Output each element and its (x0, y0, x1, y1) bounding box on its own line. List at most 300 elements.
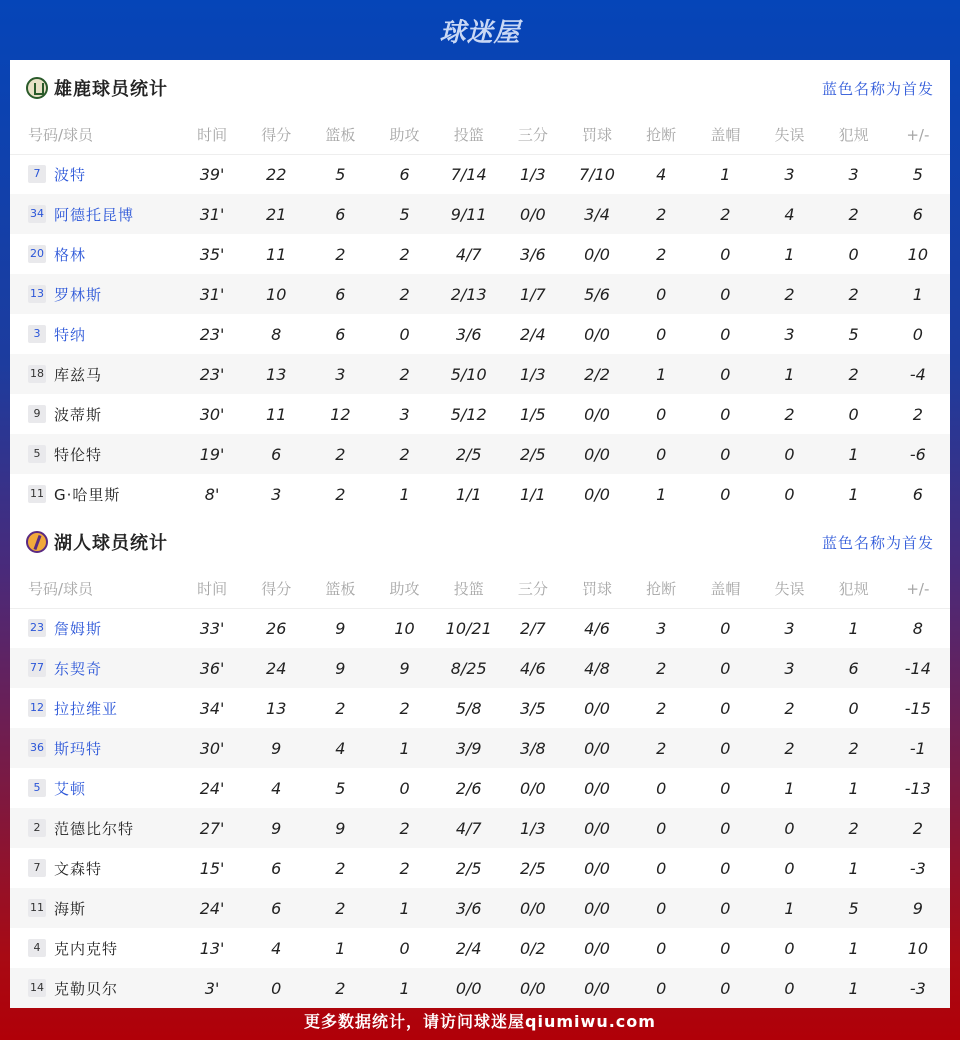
stat-cell: 4 (757, 194, 821, 234)
stat-cell: 13' (199, 938, 225, 958)
stat-cell: 0/0 (565, 808, 629, 848)
stat-cell: 13 (266, 698, 287, 718)
stat-cell: 6 (244, 434, 308, 474)
stat-cell: -3 (886, 968, 950, 1008)
stat-cell: 1 (656, 484, 667, 504)
column-header: 得分 (244, 570, 308, 608)
player-name[interactable]: 范德比尔特 (54, 819, 135, 838)
stats-card (10, 60, 950, 1000)
stat-cell: 4/7 (437, 808, 501, 848)
stat-cell: 3 (399, 404, 410, 424)
stat-cell: 2/5 (455, 858, 482, 878)
column-header: +/- (886, 570, 950, 608)
stat-cell: 3 (784, 618, 795, 638)
stat-cell: 3/8 (501, 728, 565, 768)
jersey-number-icon: 18 (28, 365, 46, 383)
stat-cell: 3 (308, 354, 372, 394)
stat-cell: 24' (180, 888, 244, 928)
stat-cell: 30' (180, 728, 244, 768)
stat-cell: 4 (271, 938, 282, 958)
player-cell (10, 608, 180, 648)
stat-cell: 3/9 (437, 728, 501, 768)
footer-banner (0, 1000, 960, 1040)
stat-cell: 4 (271, 778, 282, 798)
stat-cell: 1 (372, 968, 436, 1008)
player-cell (10, 274, 180, 314)
jersey-number-icon: 5 (28, 445, 46, 463)
jersey-number-icon: 11 (28, 485, 46, 503)
stat-cell: 0/0 (437, 968, 501, 1008)
player-cell (10, 728, 180, 768)
jersey-number-icon: 13 (28, 285, 46, 303)
stat-cell: 5/10 (437, 354, 501, 394)
stat-cell: 1/3 (501, 808, 565, 848)
stat-cell: 3/5 (519, 698, 546, 718)
stat-cell: 9 (308, 648, 372, 688)
stat-cell: 2 (372, 434, 436, 474)
jersey-number-icon: 23 (28, 619, 46, 637)
stat-cell: 6 (271, 858, 282, 878)
player-name[interactable]: 詹姆斯 (54, 619, 103, 638)
column-header: 三分 (501, 570, 565, 608)
footer-text: 更多数据统计，请访问球迷屋qiumiwu.com (304, 1011, 656, 1031)
stat-cell: 2 (308, 434, 372, 474)
stat-cell: 21 (244, 194, 308, 234)
column-header: 盖帽 (693, 570, 757, 608)
stat-cell: -1 (886, 728, 950, 768)
team-section (10, 514, 950, 1008)
jersey-number-icon: 34 (28, 205, 46, 223)
player-name[interactable]: 海斯 (54, 899, 87, 918)
stat-cell: 0 (757, 968, 821, 1008)
table-row (10, 808, 950, 848)
stat-cell: 0 (629, 888, 693, 928)
stat-cell: 2/4 (519, 324, 546, 344)
stat-cell: 1 (848, 618, 859, 638)
stat-cell: 27' (180, 808, 244, 848)
stat-cell: 0 (720, 778, 731, 798)
stat-cell: 2 (886, 808, 950, 848)
team-name: 雄鹿球员统计 (54, 79, 168, 100)
stat-cell: 1 (822, 968, 886, 1008)
stat-cell: 1/5 (519, 404, 546, 424)
stat-cell: 0 (720, 618, 731, 638)
player-name[interactable]: 东契奇 (54, 659, 103, 678)
section-header (10, 60, 950, 116)
stat-cell: 0 (693, 968, 757, 1008)
stat-cell: 5 (912, 164, 923, 184)
stat-cell: 3/6 (519, 244, 546, 264)
stat-cell: 9 (372, 648, 436, 688)
stat-cell: 9 (886, 888, 950, 928)
stat-cell: 4/7 (455, 244, 482, 264)
stat-cell: 19' (180, 434, 244, 474)
stat-cell: 0 (848, 404, 859, 424)
stat-cell: 5/12 (450, 404, 487, 424)
stat-cell: 3 (656, 618, 667, 638)
stat-cell: 9 (244, 728, 308, 768)
stat-cell: 2/7 (519, 618, 546, 638)
table-row (10, 728, 950, 768)
stat-cell: 1 (757, 354, 821, 394)
stat-cell: 10 (394, 618, 415, 638)
column-header: 得分 (244, 116, 308, 154)
stat-cell: 1/1 (455, 484, 482, 504)
stat-cell: 11 (266, 244, 287, 264)
stat-cell: 0 (656, 404, 667, 424)
team-title (26, 75, 168, 101)
stat-cell: 0 (693, 354, 757, 394)
jersey-number-icon: 4 (28, 939, 46, 957)
stat-cell: 4 (308, 728, 372, 768)
stat-cell: 0/0 (584, 404, 610, 424)
stat-cell: 3/6 (455, 324, 482, 344)
team-name: 湖人球员统计 (54, 533, 168, 554)
player-cell (10, 394, 180, 434)
stat-cell: 2 (757, 274, 821, 314)
stat-cell: 1/3 (519, 164, 546, 184)
player-name[interactable]: 特伦特 (54, 445, 103, 464)
stat-cell: 6 (886, 194, 950, 234)
stat-cell: 0/0 (501, 194, 565, 234)
lakers-logo-icon (26, 531, 48, 553)
stat-cell: 2 (335, 698, 346, 718)
stat-cell: 1 (720, 164, 731, 184)
stat-cell: -6 (886, 434, 950, 474)
player-cell (10, 154, 180, 194)
stat-cell: 0 (848, 244, 859, 264)
stat-cell: 6 (912, 484, 923, 504)
player-cell (10, 888, 180, 928)
stat-cell: 1 (399, 484, 410, 504)
stat-cell: 2 (372, 274, 436, 314)
stat-cell: 0 (784, 938, 795, 958)
stat-cell: -13 (904, 778, 931, 798)
stat-cell: 1 (629, 354, 693, 394)
stat-cell: 0 (693, 648, 757, 688)
stat-cell: 13 (244, 354, 308, 394)
stat-cell: 1 (335, 938, 346, 958)
stat-cell: 0 (244, 968, 308, 1008)
player-name[interactable]: 特纳 (54, 325, 87, 344)
team-title (26, 529, 168, 555)
stat-cell: 34' (199, 698, 225, 718)
stat-cell: 23' (199, 324, 225, 344)
stat-cell: 6 (244, 888, 308, 928)
jersey-number-icon: 12 (28, 699, 46, 717)
stat-cell: 2 (822, 274, 886, 314)
stat-cell: 39' (199, 164, 225, 184)
stat-cell: 5 (822, 888, 886, 928)
stat-cell: 24' (199, 778, 225, 798)
stat-cell: 26 (266, 618, 287, 638)
stat-cell: 0 (629, 274, 693, 314)
starter-legend: 蓝色名称为首发 (821, 79, 934, 98)
column-header: 罚球 (565, 116, 629, 154)
player-cell (10, 434, 180, 474)
stat-cell: 9 (308, 808, 372, 848)
stat-cell: 7/14 (450, 164, 487, 184)
table-row (10, 234, 950, 274)
stat-cell: 2 (399, 858, 410, 878)
stat-cell: 6 (308, 194, 372, 234)
player-name[interactable]: 库兹马 (54, 365, 103, 384)
stat-cell: 1/1 (519, 484, 546, 504)
stat-cell: 2 (656, 698, 667, 718)
stat-cell: 2 (399, 698, 410, 718)
stat-cell: 0 (720, 244, 731, 264)
stat-cell: 0 (693, 434, 757, 474)
column-header: 失误 (757, 116, 821, 154)
stat-cell: 2 (757, 728, 821, 768)
stat-cell: 0 (656, 858, 667, 878)
stat-cell: 2 (629, 728, 693, 768)
stat-cell: 0 (399, 324, 410, 344)
stat-cell: 1/3 (501, 354, 565, 394)
brand-logo: 球迷屋 (439, 17, 521, 48)
player-cell (10, 848, 180, 888)
stat-cell: 0/0 (565, 434, 629, 474)
stat-cell: 10 (907, 244, 929, 264)
stat-cell: 5 (335, 778, 346, 798)
stat-cell: 1 (372, 728, 436, 768)
stat-cell: 0/0 (584, 484, 610, 504)
stat-cell: 0/0 (519, 778, 546, 798)
stat-cell: 9/11 (437, 194, 501, 234)
stat-cell: 2 (335, 484, 346, 504)
stat-cell: 31' (180, 274, 244, 314)
stat-cell: 1 (372, 888, 436, 928)
table-header-row (10, 570, 950, 608)
stat-cell: 0 (693, 728, 757, 768)
player-cell (10, 768, 180, 808)
column-header: 三分 (501, 116, 565, 154)
stat-cell: 1 (822, 434, 886, 474)
stat-cell: 4/8 (565, 648, 629, 688)
stat-cell: 0 (720, 484, 731, 504)
player-name[interactable]: G·哈里斯 (54, 485, 121, 504)
brand-header (0, 0, 960, 60)
stat-cell: 0 (399, 938, 410, 958)
stat-cell: 0 (720, 324, 731, 344)
stat-cell: 9 (244, 808, 308, 848)
stat-cell: 0 (784, 484, 795, 504)
column-header: 罚球 (565, 570, 629, 608)
table-row (10, 194, 950, 234)
column-header: 犯规 (822, 570, 886, 608)
stat-cell: 0 (784, 858, 795, 878)
stat-cell: 3' (180, 968, 244, 1008)
stat-cell: 0 (656, 324, 667, 344)
table-row (10, 888, 950, 928)
stat-cell: 2 (784, 698, 795, 718)
stat-cell: 0/0 (565, 968, 629, 1008)
stat-cell: 2 (308, 968, 372, 1008)
column-header: 时间 (180, 116, 244, 154)
stat-cell: 2 (399, 244, 410, 264)
stat-cell: 3 (784, 164, 795, 184)
stat-cell: 33' (199, 618, 225, 638)
stat-cell: 2/5 (501, 434, 565, 474)
player-name[interactable]: 拉拉维亚 (54, 699, 119, 718)
column-header: +/- (886, 116, 950, 154)
jersey-number-icon: 7 (28, 859, 46, 877)
stat-cell: 0 (912, 324, 923, 344)
stat-cell: 0 (720, 698, 731, 718)
stat-cell: 7/10 (579, 164, 615, 184)
stat-cell: 12 (330, 404, 351, 424)
stat-cell: 23' (180, 354, 244, 394)
player-cell (10, 354, 180, 394)
table-row (10, 274, 950, 314)
player-name[interactable]: 格林 (54, 245, 87, 264)
column-header: 号码/球员 (10, 570, 180, 608)
stat-cell: 2 (335, 858, 346, 878)
player-name[interactable]: 阿德托昆博 (54, 205, 135, 224)
player-name[interactable]: 斯玛特 (54, 739, 103, 758)
stats-table (10, 570, 950, 1008)
section-header (10, 514, 950, 570)
stat-cell: 6 (308, 274, 372, 314)
stat-cell: 11 (266, 404, 287, 424)
stat-cell: -14 (886, 648, 950, 688)
table-row (10, 928, 950, 968)
stat-cell: 3 (784, 324, 795, 344)
stat-cell: 30' (199, 404, 225, 424)
column-header: 助攻 (372, 116, 436, 154)
player-cell (10, 234, 180, 274)
table-row (10, 394, 950, 434)
starter-legend: 蓝色名称为首发 (821, 533, 934, 552)
stat-cell: -15 (904, 698, 931, 718)
table-row (10, 474, 950, 514)
stat-cell: 10 (907, 938, 929, 958)
player-cell (10, 688, 180, 728)
stat-cell: 2/13 (437, 274, 501, 314)
bucks-logo-icon (26, 77, 48, 99)
stat-cell: 2 (822, 808, 886, 848)
jersey-number-icon: 11 (28, 899, 46, 917)
stat-cell: 0 (720, 404, 731, 424)
player-cell (10, 194, 180, 234)
table-row (10, 354, 950, 394)
table-header-row (10, 116, 950, 154)
column-header: 时间 (180, 570, 244, 608)
stat-cell: 2/4 (455, 938, 482, 958)
column-header: 抢断 (629, 116, 693, 154)
table-row (10, 768, 950, 808)
column-header: 失误 (757, 570, 821, 608)
stat-cell: 0 (848, 698, 859, 718)
stat-cell: 2 (629, 194, 693, 234)
column-header: 投篮 (437, 570, 501, 608)
stat-cell: 0/0 (584, 938, 610, 958)
jersey-number-icon: 5 (28, 779, 46, 797)
stat-cell: 3/4 (565, 194, 629, 234)
stat-cell: 0 (757, 434, 821, 474)
player-name[interactable]: 文森特 (54, 859, 103, 878)
stat-cell: 9 (335, 618, 346, 638)
stat-cell: 8/25 (437, 648, 501, 688)
stat-cell: 2 (693, 194, 757, 234)
stat-cell: 5 (372, 194, 436, 234)
jersey-number-icon: 7 (28, 165, 46, 183)
column-header: 犯规 (822, 116, 886, 154)
stat-cell: 2 (822, 354, 886, 394)
stat-cell: 1 (848, 484, 859, 504)
stat-cell: 0 (693, 274, 757, 314)
stat-cell: 1 (784, 778, 795, 798)
table-row (10, 608, 950, 648)
stat-cell: 0 (399, 778, 410, 798)
table-row (10, 154, 950, 194)
stat-cell: 3/6 (437, 888, 501, 928)
stat-cell: 2/5 (437, 434, 501, 474)
stat-cell: 2 (912, 404, 923, 424)
stat-cell: 31' (180, 194, 244, 234)
table-row (10, 688, 950, 728)
stat-cell: 3 (848, 164, 859, 184)
stats-table (10, 116, 950, 514)
stat-cell: 5 (848, 324, 859, 344)
stat-cell: -3 (909, 858, 926, 878)
player-cell (10, 314, 180, 354)
player-cell (10, 928, 180, 968)
stat-cell: 2 (784, 404, 795, 424)
jersey-number-icon: 77 (28, 659, 46, 677)
stat-cell: 10 (244, 274, 308, 314)
stat-cell: 0/0 (584, 244, 610, 264)
stat-cell: 8 (912, 618, 923, 638)
player-name[interactable]: 波蒂斯 (54, 405, 103, 424)
stat-cell: 0 (629, 808, 693, 848)
stat-cell: 2 (656, 244, 667, 264)
jersey-number-icon: 20 (28, 245, 46, 263)
stat-cell: 5/8 (455, 698, 482, 718)
player-name[interactable]: 波特 (54, 165, 87, 184)
stat-cell: 0/0 (584, 324, 610, 344)
player-name[interactable]: 克内克特 (54, 939, 119, 958)
stat-cell: 0 (656, 938, 667, 958)
player-cell (10, 648, 180, 688)
stat-cell: 0 (656, 778, 667, 798)
stat-cell: 1 (757, 888, 821, 928)
stat-cell: 15' (199, 858, 225, 878)
stat-cell: 6 (399, 164, 410, 184)
stat-cell: 5 (335, 164, 346, 184)
team-section (10, 60, 950, 514)
stat-cell: 0/0 (501, 968, 565, 1008)
stat-cell: 2 (335, 244, 346, 264)
stat-cell: 0/0 (584, 778, 610, 798)
stat-cell: 8' (204, 484, 220, 504)
stat-cell: 3 (757, 648, 821, 688)
stat-cell: 1 (848, 938, 859, 958)
stat-cell: 0 (629, 968, 693, 1008)
stat-cell: 0 (757, 808, 821, 848)
stat-cell: 2/6 (455, 778, 482, 798)
stat-cell: 6 (335, 324, 346, 344)
stat-cell: 8 (271, 324, 282, 344)
stat-cell: 2 (629, 648, 693, 688)
player-name[interactable]: 克勒贝尔 (54, 979, 119, 998)
table-row (10, 648, 950, 688)
stat-cell: 0/2 (519, 938, 546, 958)
player-name[interactable]: 罗林斯 (54, 285, 103, 304)
player-name[interactable]: 艾顿 (54, 779, 87, 798)
stat-cell: 2 (372, 354, 436, 394)
stat-cell: 4 (656, 164, 667, 184)
